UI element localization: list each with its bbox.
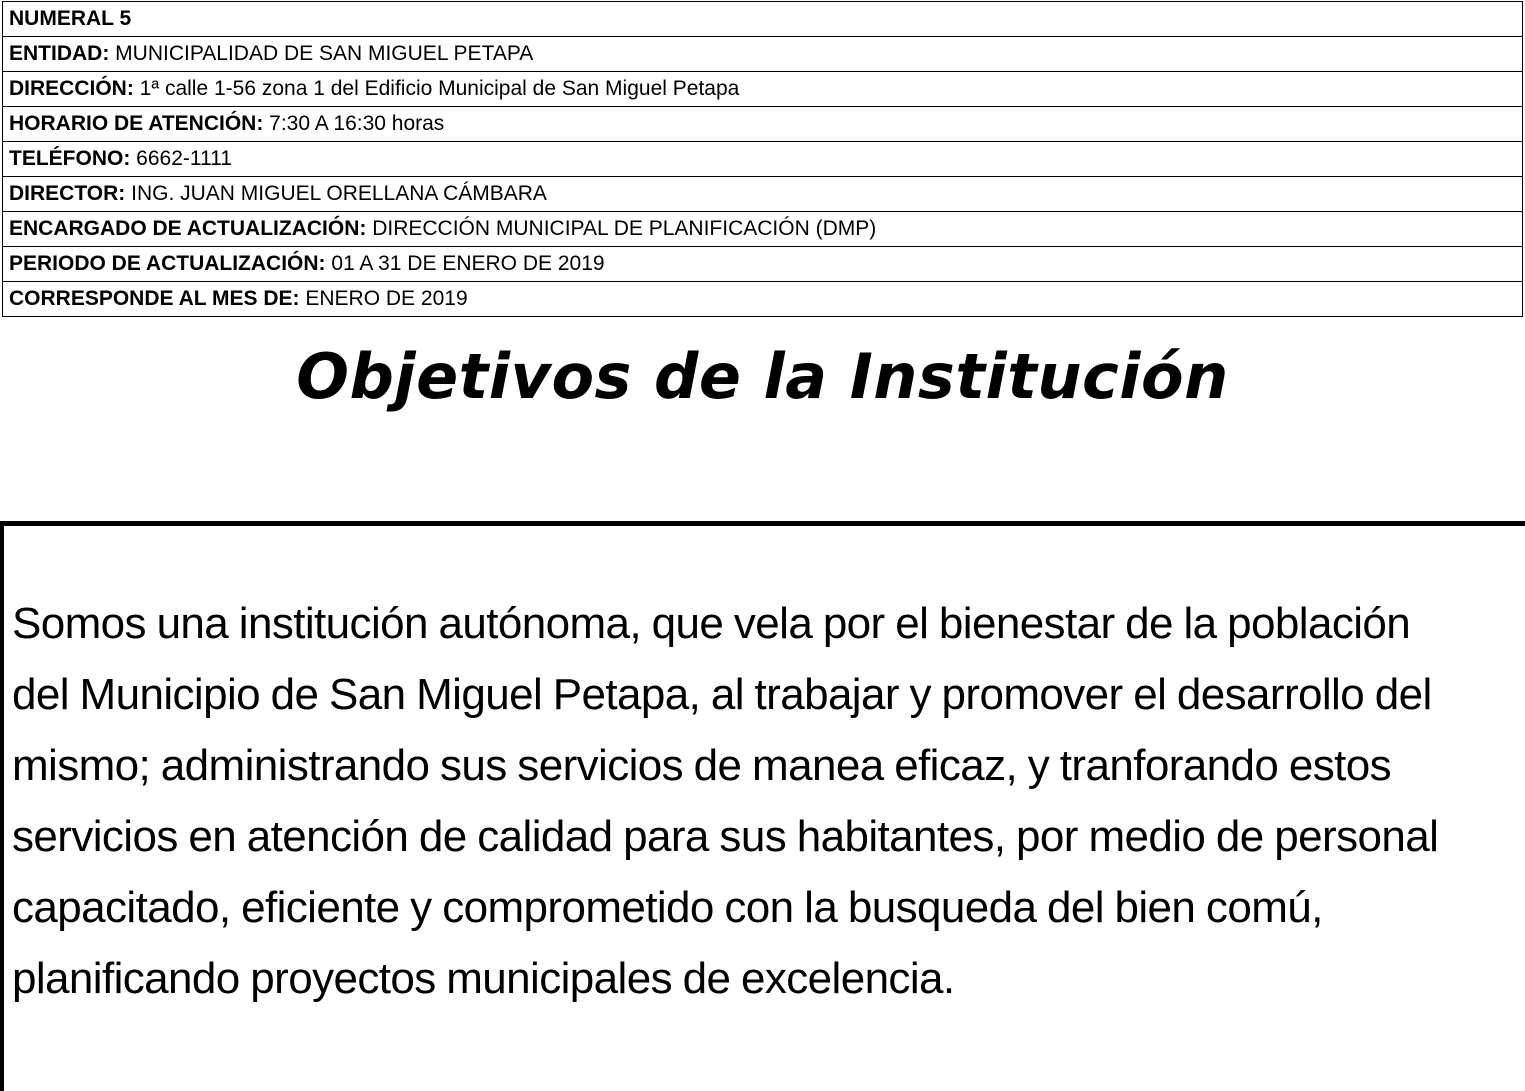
table-row [3,247,1523,282]
paragraph-line: servicios en atención de calidad para sus habitantes, por medio de personal [12,812,1439,861]
direccion-cell [3,72,1523,107]
row-label: ENCARGADO DE ACTUALIZACIÓN: [9,217,367,240]
paragraph-line: planificando proyectos municipales de excelencia. [12,954,955,1003]
paragraph-line: capacitado, eficiente y comprometido con la busqueda del bien comú, [12,883,1323,932]
row-label: DIRECTOR: [9,182,126,205]
row-value: 01 A 31 DE ENERO DE 2019 [325,252,605,275]
row-label: CORRESPONDE AL MES DE: [9,287,300,310]
telefono-cell [3,142,1523,177]
numeral-cell [3,2,1523,37]
row-label: TELÉFONO: [9,147,131,170]
paragraph-line: mismo; administrando sus servicios de manea eficaz, y tranforando estos [12,741,1392,790]
row-label: NUMERAL 5 [9,7,132,30]
horario-cell [3,107,1523,142]
mes-cell [3,282,1523,317]
objective-box [0,521,1525,1091]
row-value: 7:30 A 16:30 horas [263,112,445,135]
table-row [3,37,1523,72]
info-table [2,1,1523,317]
row-label: PERIODO DE ACTUALIZACIÓN: [9,252,326,275]
table-row [3,72,1523,107]
section-title: Objetivos de la Institución [296,340,1229,413]
entidad-cell [3,37,1523,72]
table-row [3,107,1523,142]
row-value: 6662-1111 [130,147,232,170]
row-value: DIRECCIÓN MUNICIPAL DE PLANIFICACIÓN (DMP) [366,217,877,240]
table-row [3,142,1523,177]
director-cell [3,177,1523,212]
table-row [3,282,1523,317]
paragraph-line: Somos una institución autónoma, que vela por el bienestar de la población [12,599,1411,648]
row-label: HORARIO DE ATENCIÓN: [9,112,264,135]
row-label: ENTIDAD: [9,42,110,65]
periodo-cell [3,247,1523,282]
row-value: MUNICIPALIDAD DE SAN MIGUEL PETAPA [109,42,534,65]
row-value: ENERO DE 2019 [299,287,468,310]
objective-paragraph [12,588,1517,1014]
row-value: 1ª calle 1-56 zona 1 del Edificio Municipal de San Miguel Petapa [133,77,740,100]
row-value: ING. JUAN MIGUEL ORELLANA CÁMBARA [125,182,547,205]
paragraph-line: del Municipio de San Miguel Petapa, al trabajar y promover el desarrollo del [12,670,1432,719]
table-row [3,177,1523,212]
table-row [3,212,1523,247]
encargado-cell [3,212,1523,247]
table-row [3,2,1523,37]
row-label: DIRECCIÓN: [9,77,134,100]
